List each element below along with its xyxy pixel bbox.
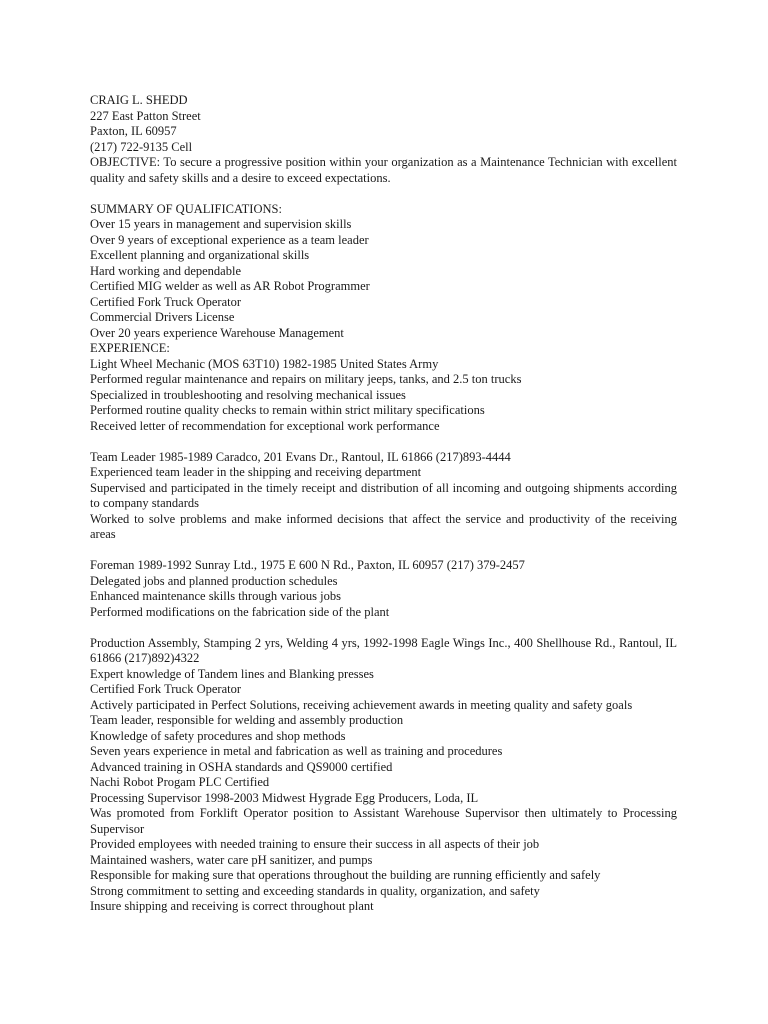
job-duty: Provided employees with needed training to ensure their success in all aspects of their job (90, 837, 540, 851)
city-state-zip: Paxton, IL 60957 (90, 124, 177, 138)
job-title-hygrade: Processing Supervisor 1998-2003 Midwest Hygrade Egg Producers, Loda, IL (90, 790, 479, 805)
spacer (90, 186, 677, 202)
summary-item: Certified Fork Truck Operator (90, 294, 242, 309)
job-title-eaglewings: Production Assembly, Stamping 2 yrs, Welding 4 yrs, 1992-1998 Eagle Wings Inc., 400 Shellhouse Rd., Rantoul, IL 61866 (217)892)4322 (90, 635, 677, 665)
job-duty: Delegated jobs and planned production schedules (90, 573, 338, 588)
job-duty: Performed modifications on the fabrication side of the plant (90, 604, 390, 619)
spacer (90, 620, 677, 636)
phone-number: (217) 722-9135 Cell (90, 139, 193, 154)
job-duty: Advanced training in OSHA standards and QS9000 certified (90, 759, 393, 774)
job-duty: Seven years experience in metal and fabrication as well as training and procedures (90, 744, 503, 758)
summary-item: Over 15 years in management and supervision skills (90, 217, 352, 231)
job-duty: Nachi Robot Progam PLC Certified (90, 775, 270, 789)
spacer (90, 543, 677, 559)
job-title-sunray: Foreman 1989-1992 Sunray Ltd., 1975 E 600 N Rd., Paxton, IL 60957 (217) 379-2457 (90, 558, 525, 572)
job-duty: Responsible for making sure that operations throughout the building are running efficiently and safely (90, 868, 601, 882)
job-duty: Insure shipping and receiving is correct throughout plant (90, 899, 374, 913)
experience-heading: EXPERIENCE: (90, 341, 170, 355)
job-title-caradco: Team Leader 1985-1989 Caradco, 201 Evans Dr., Rantoul, IL 61866 (217)893-4444 (90, 449, 511, 464)
job-duty: Team leader, responsible for welding and assembly production (90, 713, 404, 727)
job-duty: Performed routine quality checks to remain within strict military specifications (90, 403, 485, 417)
job-duty: Certified Fork Truck Operator (90, 682, 242, 696)
summary-item: Over 9 years of exceptional experience as a team leader (90, 232, 369, 247)
job-duty: Maintained washers, water care pH sanitizer, and pumps (90, 852, 373, 867)
spacer (90, 434, 677, 450)
resume-document (90, 93, 677, 915)
job-duty: Actively participated in Perfect Solutions, receiving achievement awards in meeting quality and safety goals (90, 697, 633, 712)
job-duty: Knowledge of safety procedures and shop methods (90, 728, 346, 743)
street-address: 227 East Patton Street (90, 108, 201, 123)
job-duty: Received letter of recommendation for exceptional work performance (90, 418, 440, 433)
job-title-army: Light Wheel Mechanic (MOS 63T10) 1982-1985 United States Army (90, 356, 439, 371)
summary-heading: SUMMARY OF QUALIFICATIONS: (90, 201, 282, 216)
summary-item: Commercial Drivers License (90, 310, 235, 324)
job-duty: Strong commitment to setting and exceeding standards in quality, organization, and safety (90, 883, 540, 898)
job-duty: Enhanced maintenance skills through various jobs (90, 589, 341, 603)
job-duty: Performed regular maintenance and repairs on military jeeps, tanks, and 2.5 ton trucks (90, 372, 522, 386)
summary-item: Hard working and dependable (90, 263, 241, 278)
summary-item: Excellent planning and organizational skills (90, 248, 310, 262)
job-duty: Expert knowledge of Tandem lines and Blanking presses (90, 666, 374, 681)
summary-item: Certified MIG welder as well as AR Robot Programmer (90, 279, 370, 293)
objective-statement: OBJECTIVE: To secure a progressive position within your organization as a Maintenance Technician with excellent quality and safety skills and a desire to exceed expectations. (90, 155, 677, 185)
job-duty: Specialized in troubleshooting and resolving mechanical issues (90, 387, 406, 402)
job-duty: Experienced team leader in the shipping and receiving department (90, 465, 422, 479)
job-duty: Was promoted from Forklift Operator position to Assistant Warehouse Supervisor then ultimately to Processing Supervisor (90, 806, 677, 836)
job-duty: Supervised and participated in the timely receipt and distribution of all incoming and outgoing shipments according to company standards (90, 480, 677, 510)
summary-item: Over 20 years experience Warehouse Management (90, 325, 344, 340)
applicant-name: CRAIG L. SHEDD (90, 93, 188, 107)
job-duty: Worked to solve problems and make informed decisions that affect the service and productivity of the receiving areas (90, 511, 677, 541)
